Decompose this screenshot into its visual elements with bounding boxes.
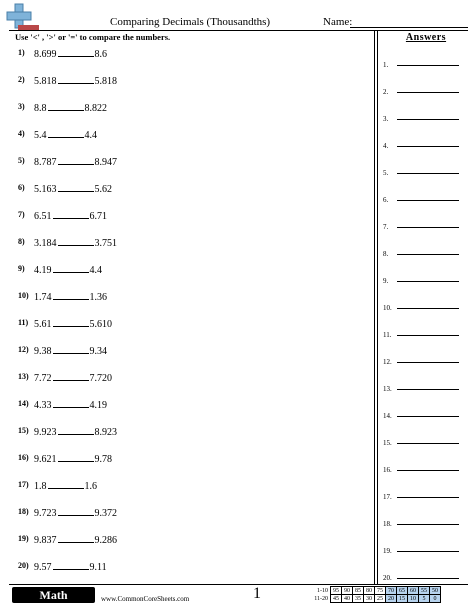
problem-right-value: 5.610: [89, 319, 112, 330]
score-cell: 10: [408, 595, 419, 603]
answer-item: [383, 250, 388, 258]
comparison-blank[interactable]: [53, 380, 89, 381]
problem-item: [18, 561, 107, 573]
problem-number: 20): [18, 561, 29, 570]
problem-left-value: 9.723: [34, 508, 57, 519]
answer-number: 15.: [383, 439, 392, 447]
comparison-blank[interactable]: [58, 434, 94, 435]
problem-left-value: 5.818: [34, 76, 57, 87]
problem-left-value: 9.837: [34, 535, 57, 546]
problem-left-value: 5.4: [34, 130, 47, 141]
problem-item: [18, 345, 107, 357]
column-divider-inner: [377, 30, 378, 584]
comparison-blank[interactable]: [53, 569, 89, 570]
answer-item: [383, 385, 392, 393]
problem-right-value: 6.71: [89, 211, 107, 222]
answer-line[interactable]: [397, 65, 459, 66]
answer-number: 8.: [383, 250, 389, 258]
problem-right-value: 9.11: [89, 562, 107, 573]
answer-line[interactable]: [397, 524, 459, 525]
problem-item: [18, 372, 112, 384]
answer-item: [383, 331, 392, 339]
problem-left-value: 4.33: [34, 400, 52, 411]
answer-line[interactable]: [397, 308, 459, 309]
problem-left-value: 6.51: [34, 211, 52, 222]
comparison-blank[interactable]: [58, 83, 94, 84]
score-cell: 15: [397, 595, 408, 603]
top-divider: [9, 30, 468, 31]
problem-left-value: 9.923: [34, 427, 57, 438]
instructions: Use '<' , '>' or '=' to compare the numbers.: [15, 32, 171, 42]
answer-number: 16.: [383, 466, 392, 474]
score-cell: 30: [364, 595, 375, 603]
answer-line[interactable]: [397, 416, 459, 417]
problem-right-value: 9.286: [94, 535, 117, 546]
comparison-blank[interactable]: [58, 164, 94, 165]
problem-number: 1): [18, 48, 25, 57]
name-field-line[interactable]: [350, 27, 468, 28]
problem-right-value: 5.62: [94, 184, 112, 195]
problem-number: 12): [18, 345, 29, 354]
comparison-blank[interactable]: [58, 245, 94, 246]
comparison-blank[interactable]: [48, 488, 84, 489]
score-row: [309, 587, 441, 595]
problem-number: 15): [18, 426, 29, 435]
problem-right-value: 1.36: [89, 292, 107, 303]
answer-item: [383, 277, 388, 285]
problem-item: [18, 264, 102, 276]
problem-item: [18, 129, 97, 141]
score-cell: 0: [430, 595, 441, 603]
answer-line[interactable]: [397, 578, 459, 579]
problem-left-value: 3.184: [34, 238, 57, 249]
answer-item: [383, 196, 388, 204]
answer-line[interactable]: [397, 362, 459, 363]
problem-number: 6): [18, 183, 25, 192]
problem-right-value: 8.923: [94, 427, 117, 438]
answer-number: 5.: [383, 169, 389, 177]
comparison-blank[interactable]: [58, 56, 94, 57]
answer-item: [383, 466, 392, 474]
subject-badge: [12, 587, 95, 603]
score-cell: 70: [386, 587, 397, 595]
problem-number: 13): [18, 372, 29, 381]
answer-line[interactable]: [397, 119, 459, 120]
problem-number: 3): [18, 102, 25, 111]
answer-number: 7.: [383, 223, 389, 231]
problem-left-value: 9.621: [34, 454, 57, 465]
problem-right-value: 8.822: [84, 103, 107, 114]
problem-item: [18, 399, 107, 411]
answer-number: 17.: [383, 493, 392, 501]
score-cell: 75: [375, 587, 386, 595]
answer-line[interactable]: [397, 335, 459, 336]
answer-number: 19.: [383, 547, 392, 555]
answer-line[interactable]: [397, 173, 459, 174]
answer-item: [383, 61, 388, 69]
problem-left-value: 1.8: [34, 481, 47, 492]
score-table: [309, 586, 441, 603]
answer-line[interactable]: [397, 281, 459, 282]
comparison-blank[interactable]: [48, 137, 84, 138]
score-cell: 50: [430, 587, 441, 595]
comparison-blank[interactable]: [58, 515, 94, 516]
worksheet-title: Comparing Decimals (Thousandths): [110, 16, 271, 28]
problem-number: 4): [18, 129, 25, 138]
problem-item: [18, 237, 117, 249]
problem-item: [18, 210, 107, 222]
problem-right-value: 9.78: [94, 454, 112, 465]
score-cell: 95: [331, 587, 342, 595]
problem-number: 5): [18, 156, 25, 165]
problem-left-value: 8.699: [34, 49, 57, 60]
problem-left-value: 9.38: [34, 346, 52, 357]
answer-number: 9.: [383, 277, 389, 285]
answer-line[interactable]: [397, 497, 459, 498]
problem-item: [18, 156, 117, 168]
problem-item: [18, 183, 112, 195]
problem-number: 2): [18, 75, 25, 84]
answer-item: [383, 358, 392, 366]
problem-item: [18, 534, 117, 546]
problem-item: [18, 291, 107, 303]
answer-item: [383, 574, 392, 582]
problem-left-value: 4.19: [34, 265, 52, 276]
answer-item: [383, 520, 392, 528]
problem-item: [18, 48, 107, 60]
problem-left-value: 1.74: [34, 292, 52, 303]
score-cell: 20: [386, 595, 397, 603]
problem-number: 18): [18, 507, 29, 516]
answer-item: [383, 547, 392, 555]
comparison-blank[interactable]: [58, 542, 94, 543]
name-label: Name:: [323, 16, 353, 28]
site-url: www.CommonCoreSheets.com: [101, 595, 190, 603]
problem-left-value: 5.163: [34, 184, 57, 195]
answer-line[interactable]: [397, 92, 459, 93]
score-cell: 90: [342, 587, 353, 595]
problem-item: [18, 426, 117, 438]
score-cell: 40: [342, 595, 353, 603]
answer-number: 4.: [383, 142, 389, 150]
score-cell: 65: [397, 587, 408, 595]
problem-number: 9): [18, 264, 25, 273]
answer-item: [383, 439, 392, 447]
answers-heading: Answers: [405, 32, 447, 43]
answer-number: 10.: [383, 304, 392, 312]
problem-left-value: 9.57: [34, 562, 52, 573]
problem-number: 14): [18, 399, 29, 408]
answer-item: [383, 88, 388, 96]
answer-number: 12.: [383, 358, 392, 366]
score-cell: 60: [408, 587, 419, 595]
answer-number: 2.: [383, 88, 389, 96]
bottom-divider: [9, 584, 468, 585]
comparison-blank[interactable]: [58, 191, 94, 192]
problem-right-value: 3.751: [94, 238, 117, 249]
problem-number: 8): [18, 237, 25, 246]
score-cell: 25: [375, 595, 386, 603]
problem-left-value: 5.61: [34, 319, 52, 330]
answer-item: [383, 169, 388, 177]
problem-number: 7): [18, 210, 25, 219]
comparison-blank[interactable]: [53, 272, 89, 273]
answer-number: 20.: [383, 574, 392, 582]
answer-line[interactable]: [397, 146, 459, 147]
answer-item: [383, 142, 388, 150]
answer-number: 13.: [383, 385, 392, 393]
comparison-blank[interactable]: [58, 461, 94, 462]
comparison-blank[interactable]: [48, 110, 84, 111]
problem-left-value: 7.72: [34, 373, 52, 384]
score-cell: 85: [353, 587, 364, 595]
subject-label: Math: [39, 588, 68, 602]
problem-right-value: 7.720: [89, 373, 112, 384]
problem-right-value: 8.6: [94, 49, 107, 60]
comparison-blank[interactable]: [53, 407, 89, 408]
answer-item: [383, 223, 388, 231]
score-cell: 55: [419, 587, 430, 595]
answer-number: 6.: [383, 196, 389, 204]
problem-right-value: 4.4: [89, 265, 102, 276]
problem-item: [18, 453, 112, 465]
problem-right-value: 1.6: [84, 481, 97, 492]
problem-right-value: 5.818: [94, 76, 117, 87]
score-row-label: 1-10: [317, 587, 328, 594]
problem-right-value: 9.34: [89, 346, 107, 357]
answer-line[interactable]: [397, 389, 459, 390]
score-row-label: 11-20: [314, 595, 328, 602]
problem-item: [18, 507, 117, 519]
score-row: [309, 595, 441, 603]
answer-line[interactable]: [397, 227, 459, 228]
answer-line[interactable]: [397, 470, 459, 471]
problem-item: [18, 318, 112, 330]
problem-item: [18, 75, 117, 87]
problem-left-value: 8.8: [34, 103, 47, 114]
answer-number: 3.: [383, 115, 389, 123]
answer-item: [383, 115, 388, 123]
answer-item: [383, 304, 392, 312]
answer-item: [383, 412, 392, 420]
score-cell: 45: [331, 595, 342, 603]
score-cell: 35: [353, 595, 364, 603]
comparison-blank[interactable]: [53, 353, 89, 354]
problem-number: 11): [18, 318, 29, 327]
answer-line[interactable]: [397, 200, 459, 201]
answer-number: 18.: [383, 520, 392, 528]
answer-item: [383, 493, 392, 501]
problem-right-value: 8.947: [94, 157, 117, 168]
answer-number: 11.: [383, 331, 392, 339]
problem-number: 16): [18, 453, 29, 462]
problem-right-value: 9.372: [94, 508, 117, 519]
column-divider: [374, 30, 375, 584]
problem-left-value: 8.787: [34, 157, 57, 168]
answer-line[interactable]: [397, 443, 459, 444]
comparison-blank[interactable]: [53, 299, 89, 300]
score-cell: 80: [364, 587, 375, 595]
problem-item: [18, 102, 107, 114]
answer-line[interactable]: [397, 551, 459, 552]
score-cell: 5: [419, 595, 430, 603]
answer-number: 1.: [383, 61, 389, 69]
problem-number: 10): [18, 291, 29, 300]
problem-right-value: 4.19: [89, 400, 107, 411]
comparison-blank[interactable]: [53, 218, 89, 219]
problem-right-value: 4.4: [84, 130, 97, 141]
page-number: 1: [253, 585, 261, 602]
comparison-blank[interactable]: [53, 326, 89, 327]
problem-item: [18, 480, 97, 492]
answer-number: 14.: [383, 412, 392, 420]
answer-line[interactable]: [397, 254, 459, 255]
problem-number: 17): [18, 480, 29, 489]
problem-number: 19): [18, 534, 29, 543]
